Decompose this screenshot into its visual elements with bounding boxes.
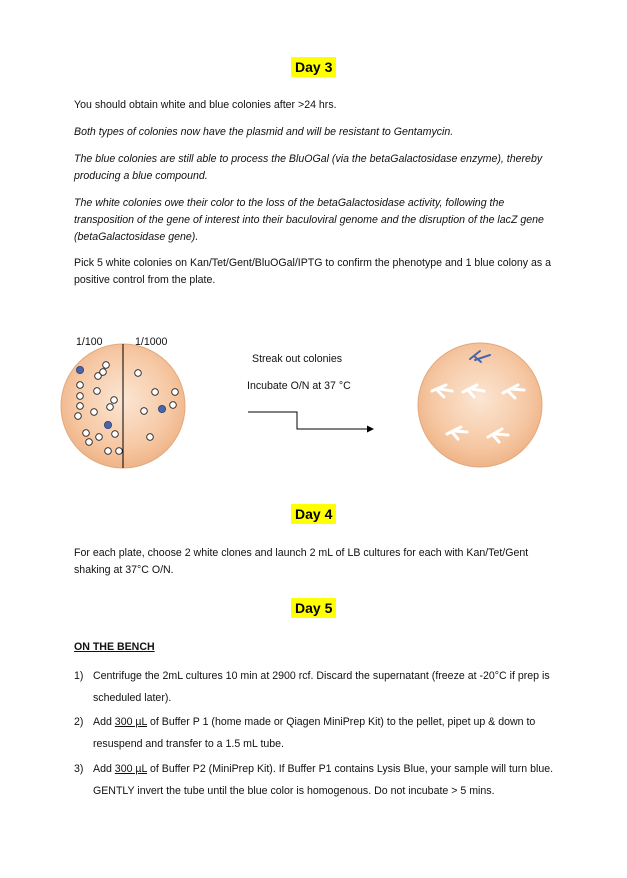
arrow-head (367, 426, 374, 433)
step-amount: 300 µL (114, 763, 148, 775)
step-text: Centrifuge the 2mL cultures 10 min at 2900 rcf. Discard the supernatant (freeze at -20°C if prep is scheduled later). (93, 670, 550, 704)
day5-heading: Day 5 (291, 598, 336, 618)
step-number: 2) (74, 716, 84, 728)
step-text (93, 759, 578, 802)
day3-paragraph-1: You should obtain white and blue colonies after >24 hrs. (74, 99, 337, 111)
day3-heading: Day 3 (291, 57, 336, 77)
day3-paragraph-2: Both types of colonies now have the plasmid and will be resistant to Gentamycin. (74, 126, 454, 138)
day3-paragraph-3: The blue colonies are still able to process the BluOGal (via the betaGalactosidase enzyme), thereby producing a blue compound. (74, 153, 543, 182)
day3-paragraph-4: The white colonies owe their color to the loss of the betaGalactosidase activity, following the transposition of the gene of interest into their baculoviral genome and the disruption of the lacZ gene (betaGalactosidase gene). (74, 197, 544, 243)
step-text-prefix: Add (93, 716, 115, 728)
dilution-label-1-1000: 1/1000 (135, 336, 168, 348)
step-streak-label: Streak out colonies (252, 353, 343, 365)
day4-paragraph-1: For each plate, choose 2 white clones and launch 2 mL of LB cultures for each with Kan/Tet/Gent shaking at 37°C O/N. (74, 547, 529, 576)
step-text-suffix: of Buffer P2 (MiniPrep Kit). If Buffer P1 contains Lysis Blue, your sample will turn blue. GENTLY invert the tube until the blue color is homogenous. Do not incubate > 5 mins. (93, 763, 554, 797)
day4-heading: Day 4 (291, 504, 336, 524)
day3-paragraph-5: Pick 5 white colonies on Kan/Tet/Gent/BluOGal/IPTG to confirm the phenotype and 1 blue colony as a positive control from the plate. (74, 257, 551, 286)
step-text-prefix: Add (93, 763, 115, 775)
process-arrow (248, 412, 367, 429)
step-incubate-label: Incubate O/N at 37 °C (247, 380, 351, 392)
on-the-bench-heading: ON THE BENCH (74, 641, 155, 653)
step-amount: 300 µL (114, 716, 148, 728)
dilution-label-1-100: 1/100 (76, 336, 103, 348)
step-number: 3) (74, 763, 84, 775)
step-number: 1) (74, 670, 84, 682)
step-text (93, 712, 578, 755)
step-text-suffix: of Buffer P 1 (home made or Qiagen MiniPrep Kit) to the pellet, pipet up & down to resuspend and transfer to a 1.5 mL tube. (93, 716, 536, 750)
